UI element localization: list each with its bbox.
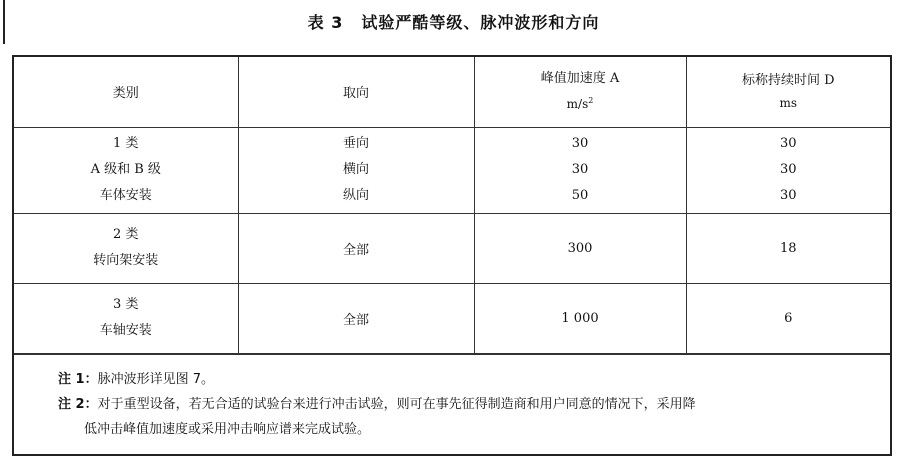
duration-cell [686,127,890,213]
table-notes [14,354,890,442]
table-frame [12,55,892,456]
note-1-text: 脉冲波形详见图 7。 [97,371,214,387]
table-title: 试验严酷等级、脉冲波形和方向 [361,13,600,32]
category-cell [14,213,238,283]
category-line: 车轴安装 [99,323,152,338]
table-caption [0,10,907,33]
table-row [14,283,890,353]
note-2 [58,392,878,442]
accel-value: 30 [571,162,589,177]
accel-value: 30 [571,136,589,151]
direction-cell: 全部 [238,283,474,353]
category-line: 2 类 [113,227,139,242]
category-line: 1 类 [113,136,139,151]
header-peak-accel [474,57,686,127]
header-direction: 取向 [238,57,474,127]
direction-value: 纵向 [342,188,369,203]
direction-value: 垂向 [342,136,369,151]
unit-base: m/s [566,97,589,112]
category-line: 3 类 [113,297,139,312]
unit-exponent: 2 [588,96,594,106]
category-cell [14,283,238,353]
direction-cell: 全部 [238,213,474,283]
duration-cell: 18 [686,213,890,283]
duration-cell: 6 [686,283,890,353]
header-row [14,57,890,127]
severity-table [14,57,890,354]
duration-value: 30 [779,136,797,151]
category-line: 车体安装 [99,188,152,203]
note-2-continuation: 低冲击峰值加速度或采用冲击响应谱来完成试验。 [84,421,371,437]
direction-cell [238,127,474,213]
table-number: 表 3 [307,13,344,32]
header-peak-accel-label: 峰值加速度 A [540,71,620,87]
note-1-label: 注 1： [58,371,98,387]
header-duration-label: 标称持续时间 D [741,72,835,88]
duration-value: 30 [779,188,797,203]
category-line: A 级和 B 级 [90,162,161,177]
header-duration [686,57,890,127]
peak-accel-cell: 1 000 [474,283,686,353]
peak-accel-cell [474,127,686,213]
direction-value: 横向 [342,162,369,177]
category-line: 转向架安装 [93,253,159,268]
header-peak-accel-unit [475,90,686,115]
header-duration-unit: ms [779,95,798,110]
table-row [14,213,890,283]
note-2-label: 注 2： [58,396,98,412]
header-category: 类别 [14,57,238,127]
category-cell [14,127,238,213]
note-2-text: 对于重型设备，若无合适的试验台来进行冲击试验，则可在事先征得制造商和用户同意的情况下，采用降 [97,396,696,412]
peak-accel-cell: 300 [474,213,686,283]
table-row [14,127,890,213]
duration-value: 30 [779,162,797,177]
note-1 [58,367,878,392]
accel-value: 50 [571,188,589,203]
